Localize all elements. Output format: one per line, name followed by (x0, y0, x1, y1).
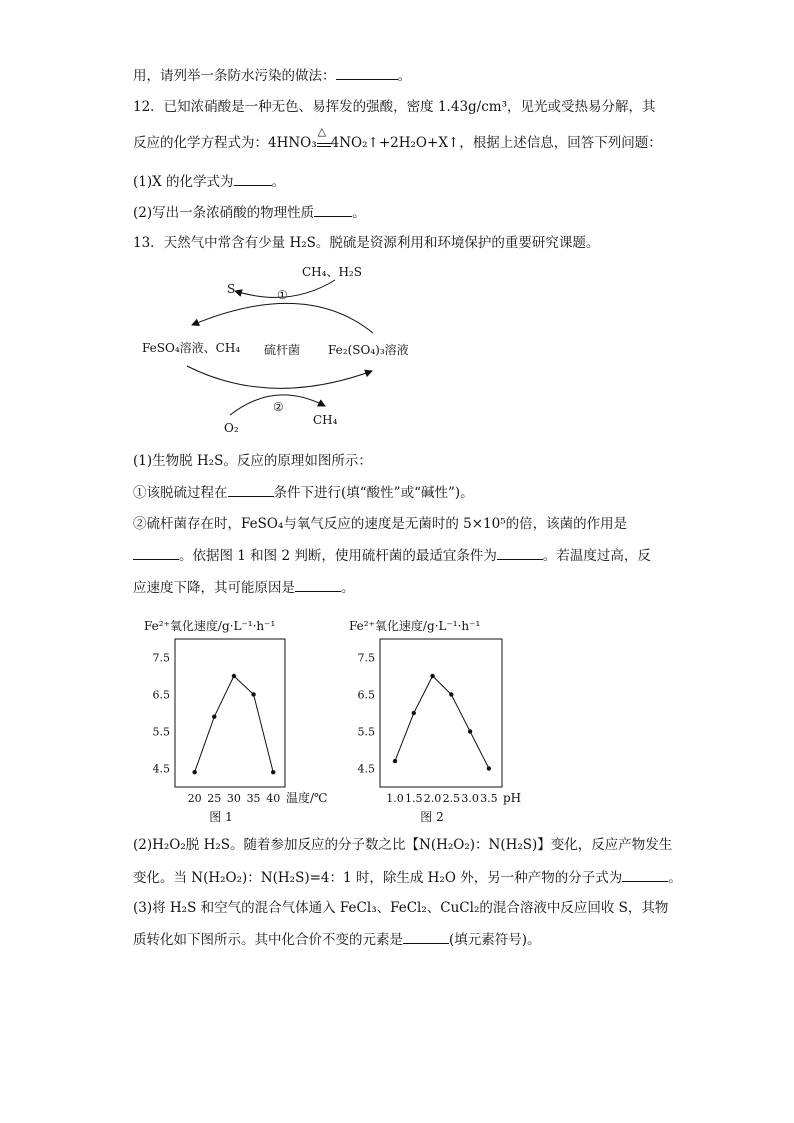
chart-caption: 图 2 (420, 810, 444, 824)
chart-ph (345, 612, 545, 824)
y-tick-label: 7.5 (152, 651, 170, 665)
text: (1)生物脱 H₂S。反应的原理如图所示： (133, 453, 372, 469)
diagram-left: FeSO₄溶液、CH₄ (142, 341, 241, 355)
diagram-center: 硫杆菌 (264, 343, 301, 357)
text: 12．已知浓硝酸是一种无色、易挥发的强酸，密度 1.43g/cm³，见光或受热易分解，其 (133, 99, 656, 115)
heat-equals-sign (317, 125, 331, 147)
x-tick-label: 1.0 (386, 792, 404, 805)
answer-blank[interactable] (497, 546, 543, 560)
text: 条件下进行(填“酸性”或“碱性”)。 (273, 485, 474, 501)
x-tick-label: 3.5 (480, 792, 498, 805)
text: 。 (271, 174, 286, 190)
answer-blank[interactable] (314, 203, 352, 217)
text: 质转化如下图所示。其中化合价不变的元素是 (133, 932, 403, 948)
y-tick-label: 4.5 (152, 762, 170, 776)
data-point (412, 711, 416, 715)
text: (3)将 H₂S 和空气的混合气体通入 FeCl₃、FeCl₂、CuCl₂的混合溶液中反应回收 S，其物 (133, 900, 669, 916)
q13-part1d (133, 578, 355, 597)
diagram-step2: ② (273, 400, 284, 414)
text: 4NO₂↑+2H₂O+X↑，根据上述信息，回答下列问题： (330, 135, 662, 151)
x-tick-label: 2.5 (442, 792, 461, 805)
line-water-pollution (133, 66, 411, 85)
text: ①该脱硫过程在 (133, 485, 228, 501)
x-tick-label: 25 (207, 792, 222, 805)
q13-part3a (133, 899, 668, 917)
answer-blank[interactable] (228, 483, 274, 497)
text: (1)X 的化学式为 (133, 174, 234, 190)
answer-blank[interactable] (295, 578, 341, 592)
answer-blank[interactable] (336, 66, 398, 80)
desulfurization-diagram (130, 258, 430, 443)
q13-stem (133, 234, 599, 252)
q13-part1 (133, 452, 372, 470)
q13-part2a (133, 836, 672, 854)
text: 变化。当 N(H₂O₂)：N(H₂S)=4：1 时，除生成 H₂O 外，另一种产物的分子式为 (133, 870, 623, 886)
y-tick-label: 5.5 (357, 725, 375, 739)
data-point (487, 766, 491, 770)
arrow-oxidation (187, 366, 372, 388)
text: (2)写出一条浓硝酸的物理性质 (133, 205, 315, 221)
series-line (395, 676, 489, 769)
chart-ylabel: Fe²⁺氧化速度/g·L⁻¹·h⁻¹ (349, 619, 481, 633)
x-tick-label: 1.5 (405, 792, 423, 805)
text: 。依据图 1 和图 2 判断，使用硫杆菌的最适宜条件为 (179, 548, 497, 564)
chart-caption: 图 1 (209, 810, 233, 824)
text: 13．天然气中常含有少量 H₂S。脱硫是资源利用和环境保护的重要研究课题。 (133, 235, 600, 251)
delta-symbol: △ (317, 125, 327, 138)
q13-part2b (133, 868, 682, 887)
data-point (393, 759, 397, 763)
q13-part1c (133, 546, 651, 565)
text: 用，请列举一条防水污染的做法： (133, 68, 336, 84)
chart-ylabel: Fe²⁺氧化速度/g·L⁻¹·h⁻¹ (144, 619, 276, 633)
q12-part2 (133, 203, 366, 222)
text: 。 (341, 580, 355, 596)
diagram-top-out: S (227, 282, 236, 296)
x-tick-label: 35 (246, 792, 261, 805)
chart-temperature (140, 612, 340, 824)
x-tick-label: 2.0 (423, 792, 442, 805)
diagram-top-in: CH₄、H₂S (302, 265, 362, 279)
text: (填元素符号)。 (449, 932, 541, 948)
data-point (468, 729, 472, 733)
text: 。 (352, 205, 366, 221)
data-point (212, 715, 216, 719)
y-tick-label: 7.5 (357, 651, 375, 665)
text: (2)H₂O₂脱 H₂S。随着参加反应的分子数之比【N(H₂O₂)：N(H₂S)】变化，反应产物发生 (133, 837, 673, 853)
chart-xlabel: pH (503, 791, 522, 805)
chart-xlabel: 温度/℃ (286, 791, 328, 805)
y-tick-label: 6.5 (152, 688, 170, 702)
q13-part1a (133, 483, 474, 502)
q13-part3b (133, 930, 541, 949)
data-point (251, 692, 255, 696)
x-tick-label: 30 (226, 792, 241, 805)
chart-frame (175, 639, 285, 787)
answer-blank[interactable] (133, 546, 179, 560)
q12-part1 (133, 172, 285, 191)
x-tick-label: 20 (187, 792, 202, 805)
text: ②硫杆菌存在时，FeSO₄与氧气反应的速度是无菌时的 5×10⁵的倍，该菌的作用是 (133, 516, 628, 532)
diagram-right: Fe₂(SO₄)₃溶液 (328, 343, 409, 357)
diagram-bottom-out: CH₄ (313, 413, 338, 427)
arrow-regeneration (192, 303, 373, 333)
data-point (449, 692, 453, 696)
answer-blank[interactable] (234, 172, 272, 186)
x-tick-label: 40 (266, 792, 281, 805)
data-point (232, 674, 236, 678)
y-tick-label: 5.5 (152, 725, 170, 739)
y-tick-label: 6.5 (357, 688, 375, 702)
q13-part1b (133, 515, 627, 533)
diagram-step1: ① (277, 288, 288, 302)
data-point (192, 770, 196, 774)
series-line (195, 676, 274, 772)
answer-blank[interactable] (622, 868, 668, 882)
diagram-bottom-in: O₂ (224, 421, 239, 435)
chart-frame (380, 639, 502, 787)
data-point (430, 674, 434, 678)
answer-blank[interactable] (403, 930, 449, 944)
data-point (271, 770, 275, 774)
text: 。 (397, 68, 411, 84)
q12-stem (133, 98, 656, 116)
y-tick-label: 4.5 (357, 762, 375, 776)
text: 反应的化学方程式为：4HNO₃ (133, 135, 317, 151)
text: 。若温度过高，反 (542, 548, 651, 564)
text: 应速度下降，其可能原因是 (133, 580, 295, 596)
x-tick-label: 3.0 (461, 792, 479, 805)
text: 。 (668, 870, 682, 886)
q12-equation (133, 125, 662, 152)
